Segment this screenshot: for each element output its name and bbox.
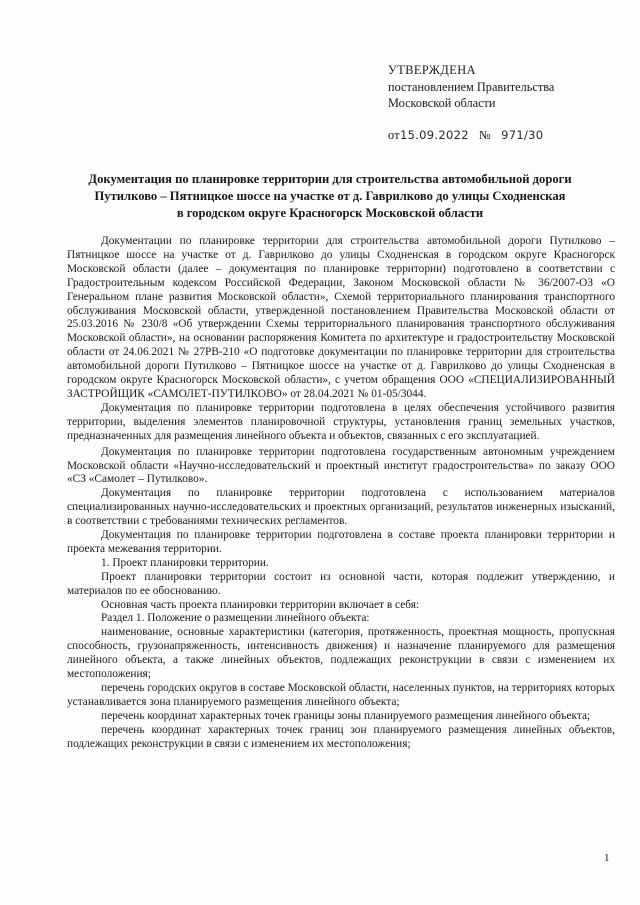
title-line-3: в городском округе Красногорск Московской области <box>176 206 484 220</box>
approval-number: 971/30 <box>501 128 544 142</box>
paragraph-project-structure: Проект планировки территории состоит из основной части, которая подлежит утверждению, и материалов по ее обоснованию. <box>67 570 615 597</box>
paragraph-composition: Документация по планировке территории подготовлена в составе проекта планировки территории и проекта межевания территории. <box>67 529 615 555</box>
title-line-1: Документация по планировке территории для строительства автомобильной дороги <box>88 172 572 186</box>
paragraph-preparer: Документация по планировке территории подготовлена государственным автономным учреждением Московской области «Научно-исследовательский и проектный институт градостроительства» по заказу ООО «СЗ «Самолет – Путилково». <box>67 445 615 486</box>
paragraph-intro: Документации по планировке территории для строительства автомобильной дороги Путилково – Пятницкое шоссе на участке от д. Гаврилково до улицы Сходненская в городском округе Красногорск Московской области (далее – документация по планировке территории) подготовлено в соответствии с Градостроительным кодексом Российской Федерации, Законом Московской области № 36/2007-ОЗ «О Генеральном плане развития Московской области», Схемой территориального планирования транспортного обслуживания Московской области, утвержденной постановлением Правительства Московской области от 25.03.2016 № 230/8 «Об утверждении Схемы территориального планирования транспортного обслуживания Московской области», на основании распоряжения Комитета по архитектуре и градостроительству Московской области от 24.06.2021 № 27РВ-210 «О подготовке документации по планировке территории для строительства автомобильной дороги Путилково – Пятницкое шоссе на участке от д. Гаврилково до улицы Сходненская в городском округе Красногорск Московской области», с учетом обращения ООО «СПЕЦИАЛИЗИРОВАННЫЙ ЗАСТРОЙЩИК «САМОЛЕТ-ПУТИЛКОВО» от 28.04.2021 № 01-05/3044. <box>67 235 615 400</box>
title-line-2: Путилково – Пятницкое шоссе на участке от д. Гаврилково до улицы Сходненская <box>94 189 566 203</box>
paragraph-naming: наименование, основные характеристики (категория, протяженность, проектная мощность, пропускная способность, грузонапряженность, интенсивность движения) и назначение планируемого для размещения линейного объекта, а также линейных объектов, подлежащих реконструкции в связи с изменением их местоположения; <box>67 626 615 681</box>
paragraph-section-1: Раздел 1. Положение о размещении линейного объекта: <box>101 612 370 625</box>
paragraph-main-part: Основная часть проекта планировки территории включает в себя: <box>101 598 420 611</box>
page-number: 1 <box>604 852 610 864</box>
paragraph-purpose: Документация по планировке территории подготовлена в целях обеспечения устойчивого развития территории, выделения элементов планировочной структуры, установления границ земельных участков, предназначенных для размещения линейного объекта и объектов, связанных с его эксплуатацией. <box>67 401 615 442</box>
approval-region: Московской области <box>388 96 496 110</box>
approval-heading: УТВЕРЖДЕНА <box>388 63 477 77</box>
approval-authority: постановлением Правительства <box>388 79 555 94</box>
document-body <box>67 235 615 752</box>
approval-date: 15.09.2022 <box>399 128 469 142</box>
document-title <box>80 171 580 222</box>
approval-stamp <box>388 62 554 112</box>
approval-date-line <box>388 128 543 143</box>
paragraph-item-1: 1. Проект планировки территории. <box>101 556 269 569</box>
paragraph-materials: Документация по планировке территории подготовлена с использованием материалов специализированных научно-исследовательских и проектных организаций, результатов инженерных изысканий, в соответствии с требованиями технических регламентов. <box>67 487 615 528</box>
number-sign: № <box>478 128 491 142</box>
paragraph-coordinates-zone: перечень координат характерных точек границы зоны планируемого размещения линейного объекта; <box>101 709 591 722</box>
paragraph-coordinates-reconstruction: перечень координат характерных точек границ зон планируемого размещения линейных объектов, подлежащих реконструкции в связи с изменением их местоположения; <box>67 723 615 750</box>
date-prefix: от <box>388 128 400 142</box>
paragraph-districts: перечень городских округов в составе Московской области, населенных пунктов, на территориях которых устанавливается зона планируемого размещения линейного объекта; <box>67 682 615 708</box>
